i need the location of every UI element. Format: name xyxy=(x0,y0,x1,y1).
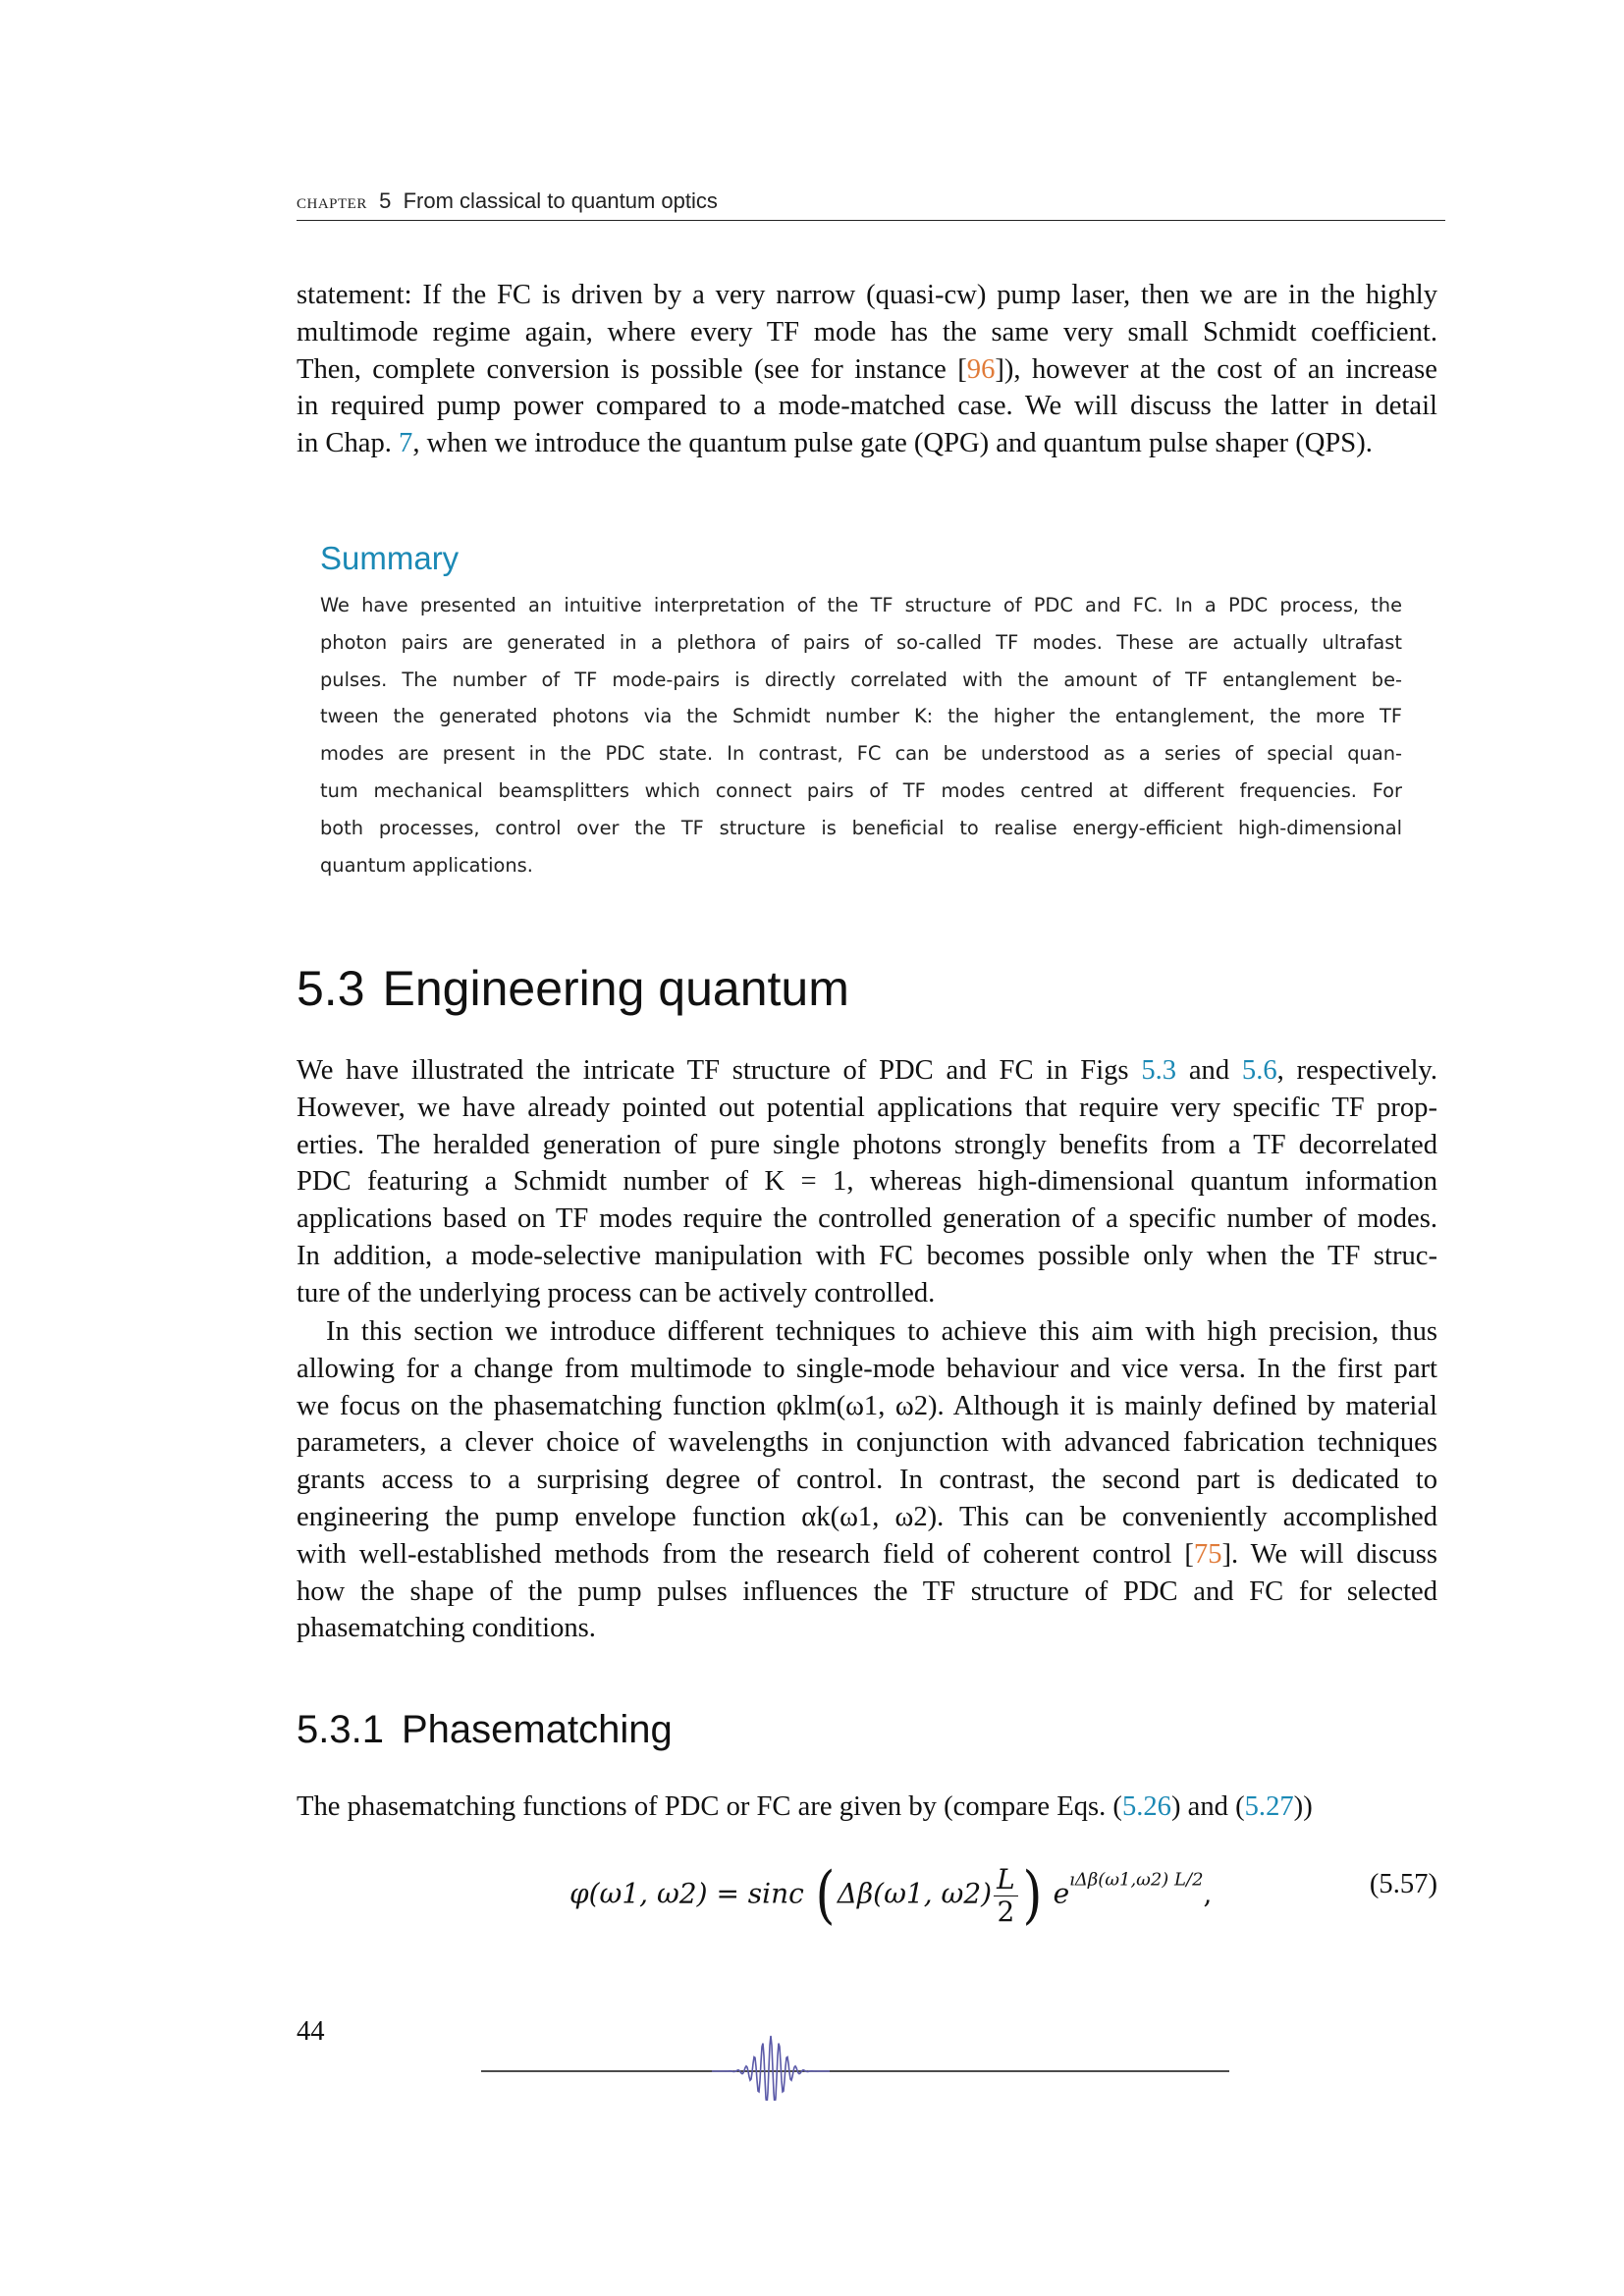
section-paragraph-1 xyxy=(297,1052,1437,1312)
summary-line: tum mechanical beamsplitters which connect pairs of TF modes centred at different frequencies. For xyxy=(320,778,1402,802)
section-title: Engineering quantum xyxy=(382,961,849,1016)
text-line: how the shape of the pump pulses influences the TF structure of PDC and FC for selected xyxy=(297,1575,1437,1607)
fraction xyxy=(994,1864,1018,1928)
section-heading xyxy=(297,960,849,1017)
text-line: In this section we introduce different techniques to achieve this aim with high precision, thus xyxy=(326,1316,1437,1347)
equation-body xyxy=(569,1859,1212,1932)
section-number: 5.3 xyxy=(297,961,365,1016)
text-line: applications based on TF modes require the controlled generation of a specific number of modes. xyxy=(297,1203,1437,1235)
summary-line: pulses. The number of TF mode-pairs is directly correlated with the amount of TF entanglement be- xyxy=(320,667,1402,691)
fraction-numerator: L xyxy=(994,1864,1018,1896)
summary-line: modes are present in the PDC state. In contrast, FC can be understood as a series of special quan- xyxy=(320,742,1402,766)
text-line: grants access to a surprising degree of control. In contrast, the second part is dedicated to xyxy=(297,1465,1437,1496)
phasematching-intro xyxy=(297,1789,1437,1826)
text-line: we focus on the phasematching function φklm(ω1, ω2). Although it is mainly defined by material xyxy=(297,1390,1437,1421)
summary-title: Summary xyxy=(320,540,460,576)
equation-link-5-27[interactable]: 5.27 xyxy=(1244,1791,1294,1822)
text-line: ture of the underlying process can be actively controlled. xyxy=(297,1277,936,1308)
exponent: ıΔβ(ω1,ω2) L/2 xyxy=(1069,1869,1204,1891)
right-paren: ) xyxy=(1022,1859,1043,1932)
text-line: phasematching conditions. xyxy=(297,1613,596,1644)
subsection-heading xyxy=(297,1708,673,1752)
summary-line: photon pairs are generated in a plethora of pairs of so-called TF modes. These are actually ultrafast xyxy=(320,630,1402,654)
chapter-link-7[interactable]: 7 xyxy=(399,428,413,459)
summary-body xyxy=(320,587,1402,883)
exponential-base: e xyxy=(1053,1877,1070,1910)
citation-link-96[interactable]: 96 xyxy=(966,353,996,385)
summary-line: We have presented an intuitive interpretation of the TF structure of PDC and FC. In a PDC process, the xyxy=(320,594,1402,616)
text-line: engineering the pump envelope function αk(ω1, ω2). This can be conveniently accomplished xyxy=(297,1501,1437,1532)
text-line: Then, complete conversion is possible (see for instance [96]), however at the cost of an increase xyxy=(297,353,1437,385)
text-line: with well-established methods from the research field of coherent control [75]. We will discuss xyxy=(297,1538,1437,1570)
left-paren: ( xyxy=(815,1859,836,1932)
figure-link-5-6[interactable]: 5.6 xyxy=(1241,1055,1277,1086)
summary-line: tween the generated photons via the Schmidt number K: the higher the entanglement, the more TF xyxy=(320,705,1402,728)
text-line: multimode regime again, where every TF mode has the same very small Schmidt coefficient. xyxy=(297,316,1437,347)
text-line: PDC featuring a Schmidt number of K = 1, whereas high-dimensional quantum information xyxy=(297,1166,1437,1198)
text-line: parameters, a clever choice of wavelengths in conjunction with advanced fabrication techniques xyxy=(297,1427,1437,1459)
chapter-word: chapter xyxy=(297,189,367,213)
chapter-title: From classical to quantum optics xyxy=(403,188,718,213)
intro-paragraph xyxy=(297,277,1437,462)
equation-inner: Δβ(ω1, ω2) xyxy=(837,1877,993,1910)
section-paragraph-2 xyxy=(297,1313,1437,1647)
text-line: in Chap. 7, when we introduce the quantum pulse gate (QPG) and quantum pulse shaper (QPS). xyxy=(297,428,1373,459)
page-number: 44 xyxy=(297,2016,325,2047)
text-line: allowing for a change from multimode to single-mode behaviour and vice versa. In the first part xyxy=(297,1353,1437,1384)
summary-line: both processes, control over the TF structure is beneficial to realise energy-efficient high-dimensional xyxy=(320,816,1402,839)
pulse-wave-icon xyxy=(712,2036,830,2101)
equation-label: (5.57) xyxy=(1369,1869,1437,1899)
text-line: The phasematching functions of PDC or FC are given by (compare Eqs. (5.26) and (5.27)) xyxy=(297,1791,1313,1822)
text-line: We have illustrated the intricate TF structure of PDC and FC in Figs 5.3 and 5.6, respectively. xyxy=(297,1055,1437,1086)
subsection-title: Phasematching xyxy=(401,1708,673,1751)
chapter-number: 5 xyxy=(379,188,392,213)
summary-line: quantum applications. xyxy=(320,853,533,877)
text-line: erties. The heralded generation of pure single photons strongly benefits from a TF decorrelated xyxy=(297,1129,1437,1160)
equation-trail: , xyxy=(1203,1877,1213,1910)
subsection-number: 5.3.1 xyxy=(297,1708,384,1751)
running-header xyxy=(297,188,1445,221)
equation-lhs: φ(ω1, ω2) = sinc xyxy=(569,1877,804,1910)
text-line: statement: If the FC is driven by a very narrow (quasi-cw) pump laser, then we are in the highly xyxy=(297,280,1437,310)
figure-link-5-3[interactable]: 5.3 xyxy=(1141,1055,1177,1086)
fraction-denominator: 2 xyxy=(997,1895,1015,1928)
citation-link-75[interactable]: 75 xyxy=(1193,1538,1222,1570)
equation-5-57 xyxy=(297,1845,1437,1932)
text-line: In addition, a mode-selective manipulation with FC becomes possible only when the TF struc- xyxy=(297,1240,1437,1271)
text-line: in required pump power compared to a mode-matched case. We will discuss the latter in detail xyxy=(297,391,1437,422)
footer-pulse-ornament xyxy=(481,2002,1237,2101)
text-line: However, we have already pointed out potential applications that require very specific TF prop- xyxy=(297,1092,1437,1123)
equation-link-5-26[interactable]: 5.26 xyxy=(1121,1791,1171,1822)
